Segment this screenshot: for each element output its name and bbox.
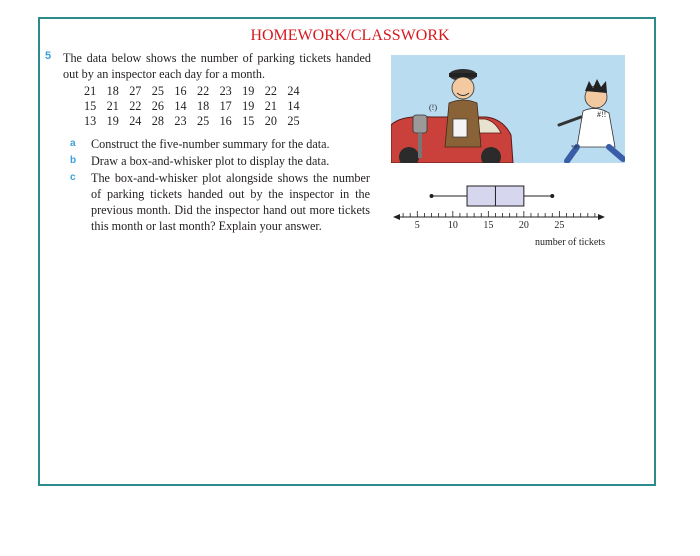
- data-value: 22: [196, 84, 210, 98]
- data-value: 25: [196, 114, 210, 128]
- minimum-point: [430, 194, 434, 198]
- tick-label: 25: [554, 220, 565, 231]
- data-row: [84, 114, 310, 129]
- anger-text: #!!: [597, 110, 607, 119]
- part-text: The box-and-whisker plot alongside shows the number of parking tickets handed out by the inspector in the previous month. Did the inspector hand out more tickets this month or last month? Explain your answer.: [91, 171, 370, 233]
- parking-meter-pole: [418, 133, 422, 158]
- data-value: 14: [174, 99, 187, 113]
- data-value: 23: [219, 84, 232, 98]
- data-value: 13: [84, 114, 97, 128]
- data-value: 26: [151, 99, 164, 113]
- data-value: 18: [196, 99, 210, 113]
- data-value: 14: [287, 99, 300, 113]
- data-value: 21: [84, 84, 97, 98]
- part-letter: b: [70, 155, 77, 166]
- data-value: 19: [106, 114, 119, 128]
- data-value: 21: [264, 99, 277, 113]
- driver-shirt: [577, 108, 615, 147]
- data-value: 16: [174, 84, 187, 98]
- part-letter: a: [70, 138, 76, 149]
- tick-label: 10: [447, 220, 458, 231]
- data-value: 28: [151, 114, 164, 128]
- data-value: 15: [242, 114, 255, 128]
- axis-arrow-left: [393, 214, 400, 220]
- ticket-pad-icon: [453, 119, 467, 137]
- maximum-point: [550, 194, 554, 198]
- tick-label: 20: [518, 220, 529, 231]
- parking-meter-icon: [413, 115, 427, 133]
- question-number: 5: [45, 50, 52, 62]
- tick-label: 15: [483, 220, 494, 231]
- part-text: Construct the five-number summary for the data.: [91, 137, 330, 151]
- data-value: 27: [129, 84, 142, 98]
- question-intro: The data below shows the number of parking tickets handed out by an inspector each day for a month.: [63, 51, 371, 81]
- data-value: 15: [84, 99, 97, 113]
- box-whisker-plot: [392, 182, 614, 252]
- data-value: 18: [106, 84, 119, 98]
- data-value: 19: [242, 84, 255, 98]
- data-row: [84, 99, 310, 114]
- data-value: 23: [174, 114, 187, 128]
- data-value: 20: [264, 114, 277, 128]
- data-value: 22: [129, 99, 142, 113]
- data-value: 24: [129, 114, 142, 128]
- data-value: 21: [106, 99, 119, 113]
- data-value: 22: [264, 84, 277, 98]
- exclaim-text: (!): [429, 103, 437, 112]
- data-value: 17: [219, 99, 232, 113]
- data-value: 25: [151, 84, 164, 98]
- page-title: HOMEWORK/CLASSWORK: [250, 27, 450, 44]
- axis-arrow-right: [598, 214, 605, 220]
- x-axis-label: number of tickets: [535, 237, 605, 248]
- part-text: Draw a box-and-whisker plot to display the data.: [91, 154, 330, 168]
- data-row: [84, 84, 310, 99]
- parking-inspector-illustration: [391, 55, 625, 163]
- data-value: 19: [242, 99, 255, 113]
- data-table: [84, 84, 310, 129]
- cap-brim: [449, 73, 477, 77]
- data-value: 24: [287, 84, 300, 98]
- tick-label: 5: [414, 220, 420, 231]
- data-value: 16: [219, 114, 232, 128]
- part-letter: c: [70, 172, 76, 183]
- scribble-text: *#!: [571, 145, 579, 151]
- data-value: 25: [287, 114, 300, 128]
